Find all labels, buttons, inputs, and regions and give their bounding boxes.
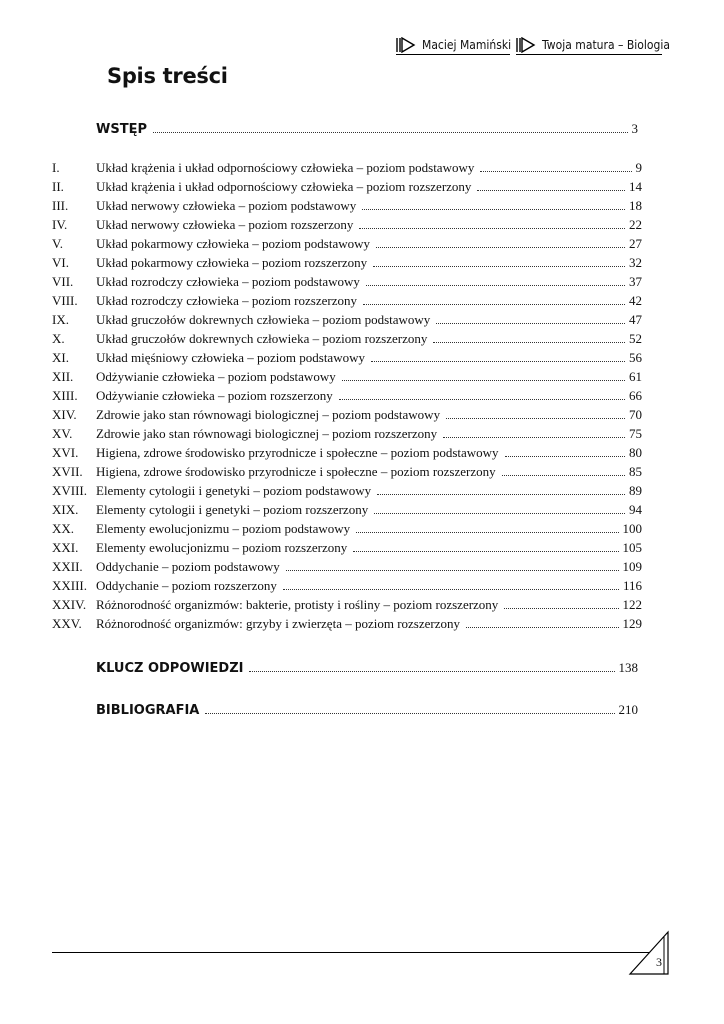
chapter-title: Elementy ewolucjonizmu – poziom podstawowy xyxy=(96,521,351,536)
chapter-number: VII. xyxy=(52,274,74,289)
toc-row[interactable] xyxy=(52,480,642,499)
chapter-title: Elementy cytologii i genetyki – poziom rozszerzony xyxy=(96,502,369,517)
dot-leader xyxy=(283,589,619,590)
header-author xyxy=(396,34,521,56)
chapter-title: Oddychanie – poziom podstawowy xyxy=(96,559,280,574)
chapter-page: 32 xyxy=(629,255,642,270)
bibliography-label: BIBLIOGRAFIA xyxy=(96,703,200,718)
chapter-number: I. xyxy=(52,160,60,175)
chapter-number: XXIV. xyxy=(52,597,87,612)
chapter-page: 105 xyxy=(622,540,642,555)
dot-leader xyxy=(377,494,625,495)
chapter-number: XIII. xyxy=(52,388,78,403)
chapter-page: 22 xyxy=(629,217,642,232)
chapter-number: XIV. xyxy=(52,407,77,422)
dot-leader xyxy=(443,437,625,438)
dot-leader xyxy=(433,342,625,343)
toc-row[interactable] xyxy=(52,157,642,176)
chapter-number: XX. xyxy=(52,521,75,536)
dot-leader xyxy=(373,266,625,267)
chapter-page: 100 xyxy=(622,521,642,536)
dot-leader xyxy=(342,380,625,381)
chapter-page: 129 xyxy=(622,616,642,631)
toc-row[interactable] xyxy=(52,575,642,594)
chapter-page: 89 xyxy=(629,483,642,498)
toc-row[interactable] xyxy=(52,499,642,518)
dot-leader xyxy=(505,456,625,457)
chapter-title: Różnorodność organizmów: bakterie, protisty i rośliny – poziom rozszerzony xyxy=(96,597,499,612)
dot-leader xyxy=(366,285,625,286)
toc-row[interactable] xyxy=(52,613,642,632)
chapter-title: Układ rozrodczy człowieka – poziom podstawowy xyxy=(96,274,360,289)
intro-page: 3 xyxy=(631,121,638,136)
chapter-number: XIX. xyxy=(52,502,79,517)
chapter-title: Układ gruczołów dokrewnych człowieka – poziom rozszerzony xyxy=(96,331,428,346)
chapter-title: Układ gruczołów dokrewnych człowieka – poziom podstawowy xyxy=(96,312,431,327)
toc-intro[interactable] xyxy=(96,117,638,137)
chapter-number: II. xyxy=(52,179,64,194)
dot-leader xyxy=(376,247,625,248)
chapter-title: Układ krążenia i układ odpornościowy człowieka – poziom podstawowy xyxy=(96,160,475,175)
toc-row[interactable] xyxy=(52,176,642,195)
chapter-page: 70 xyxy=(629,407,642,422)
chapter-page: 75 xyxy=(629,426,642,441)
page-corner-icon xyxy=(628,930,672,978)
dot-leader xyxy=(356,532,618,533)
toc-row[interactable] xyxy=(52,252,642,271)
chapter-title: Elementy cytologii i genetyki – poziom podstawowy xyxy=(96,483,372,498)
toc-row[interactable] xyxy=(52,214,642,233)
chapter-page: 116 xyxy=(622,578,642,593)
chapter-title: Higiena, zdrowe środowisko przyrodnicze i społeczne – poziom podstawowy xyxy=(96,445,499,460)
chapter-page: 61 xyxy=(629,369,642,384)
dot-leader xyxy=(353,551,618,552)
chapter-page: 80 xyxy=(629,445,642,460)
toc-row[interactable] xyxy=(52,537,642,556)
page-title: Spis treści xyxy=(107,64,228,88)
chapter-title: Układ nerwowy człowieka – poziom podstawowy xyxy=(96,198,357,213)
dot-leader xyxy=(205,713,614,714)
dot-leader xyxy=(363,304,625,305)
chapter-number: X. xyxy=(52,331,65,346)
dot-leader xyxy=(466,627,619,628)
dot-leader xyxy=(477,190,625,191)
book-title: Twoja matura – Biologia xyxy=(542,38,670,52)
chapter-number: XXV. xyxy=(52,616,82,631)
chapter-title: Odżywianie człowieka – poziom podstawowy xyxy=(96,369,336,384)
toc-row[interactable] xyxy=(52,442,642,461)
chapter-page: 66 xyxy=(629,388,642,403)
chapter-title: Układ pokarmowy człowieka – poziom rozszerzony xyxy=(96,255,368,270)
chapter-number: V. xyxy=(52,236,63,251)
chapter-number: XV. xyxy=(52,426,73,441)
chapter-number: VI. xyxy=(52,255,69,270)
header-book xyxy=(516,34,684,56)
dot-leader xyxy=(286,570,619,571)
dot-leader xyxy=(480,171,631,172)
dot-leader xyxy=(371,361,625,362)
chapter-number: XVI. xyxy=(52,445,79,460)
chapter-number: XXI. xyxy=(52,540,79,555)
chapter-page: 14 xyxy=(629,179,642,194)
chapter-page: 122 xyxy=(622,597,642,612)
chapter-number: XI. xyxy=(52,350,69,365)
dot-leader xyxy=(249,671,614,672)
chapter-page: 37 xyxy=(629,274,642,289)
chapter-title: Odżywianie człowieka – poziom rozszerzony xyxy=(96,388,333,403)
toc-row[interactable] xyxy=(52,404,642,423)
answer-key-page: 138 xyxy=(618,660,638,675)
toc-row[interactable] xyxy=(52,271,642,290)
chapter-number: VIII. xyxy=(52,293,78,308)
toc-row[interactable] xyxy=(52,556,642,575)
toc-row[interactable] xyxy=(52,195,642,214)
chapter-number: IX. xyxy=(52,312,69,327)
answer-key-label: KLUCZ ODPOWIEDZI xyxy=(96,661,244,676)
footer-rule xyxy=(52,952,664,953)
dot-leader xyxy=(502,475,625,476)
chapter-number: III. xyxy=(52,198,69,213)
toc-bibliography[interactable] xyxy=(96,698,638,718)
chapter-page: 18 xyxy=(629,198,642,213)
chapter-page: 109 xyxy=(622,559,642,574)
toc-row[interactable] xyxy=(52,309,642,328)
dot-leader xyxy=(504,608,618,609)
chapter-number: IV. xyxy=(52,217,68,232)
chapter-title: Zdrowie jako stan równowagi biologicznej – poziom rozszerzony xyxy=(96,426,438,441)
dot-leader xyxy=(339,399,625,400)
chapter-title: Zdrowie jako stan równowagi biologicznej – poziom podstawowy xyxy=(96,407,441,422)
toc-row[interactable] xyxy=(52,233,642,252)
chapter-page: 56 xyxy=(629,350,642,365)
chapter-number: XVIII. xyxy=(52,483,88,498)
bibliography-page: 210 xyxy=(618,702,638,717)
toc-row[interactable] xyxy=(52,594,642,613)
page-number: 3 xyxy=(656,955,662,969)
intro-label: WSTĘP xyxy=(96,122,147,137)
chapter-title: Różnorodność organizmów: grzyby i zwierzęta – poziom rozszerzony xyxy=(96,616,460,631)
chapter-number: XXIII. xyxy=(52,578,88,593)
dot-leader xyxy=(446,418,625,419)
chapter-number: XII. xyxy=(52,369,74,384)
toc-answer-key[interactable] xyxy=(96,656,638,676)
chapter-title: Układ krążenia i układ odpornościowy człowieka – poziom rozszerzony xyxy=(96,179,472,194)
toc-list xyxy=(52,157,642,632)
dot-leader xyxy=(153,132,628,133)
toc-row[interactable] xyxy=(52,347,642,366)
chapter-title: Higiena, zdrowe środowisko przyrodnicze i społeczne – poziom rozszerzony xyxy=(96,464,496,479)
toc-row[interactable] xyxy=(52,385,642,404)
toc-row[interactable] xyxy=(52,290,642,309)
chapter-page: 42 xyxy=(629,293,642,308)
toc-row[interactable] xyxy=(52,366,642,385)
chapter-title: Układ pokarmowy człowieka – poziom podstawowy xyxy=(96,236,371,251)
dot-leader xyxy=(436,323,625,324)
chapter-number: XVII. xyxy=(52,464,83,479)
chapter-page: 47 xyxy=(629,312,642,327)
arrow-bracket-icon xyxy=(516,37,536,53)
dot-leader xyxy=(362,209,625,210)
toc-row[interactable] xyxy=(52,423,642,442)
chapter-title: Oddychanie – poziom rozszerzony xyxy=(96,578,277,593)
chapter-title: Układ rozrodczy człowieka – poziom rozszerzony xyxy=(96,293,357,308)
chapter-page: 9 xyxy=(635,160,642,175)
chapter-title: Elementy ewolucjonizmu – poziom rozszerzony xyxy=(96,540,348,555)
chapter-page: 94 xyxy=(629,502,642,517)
toc-row[interactable] xyxy=(52,328,642,347)
arrow-bracket-icon xyxy=(396,37,416,53)
author-name: Maciej Mamiński xyxy=(422,38,512,52)
chapter-page: 52 xyxy=(629,331,642,346)
dot-leader xyxy=(374,513,625,514)
toc-row[interactable] xyxy=(52,518,642,537)
header-rule-left xyxy=(396,54,510,55)
chapter-page: 85 xyxy=(629,464,642,479)
dot-leader xyxy=(359,228,625,229)
header-rule-right xyxy=(516,54,662,55)
chapter-page: 27 xyxy=(629,236,642,251)
toc-row[interactable] xyxy=(52,461,642,480)
chapter-title: Układ mięśniowy człowieka – poziom podstawowy xyxy=(96,350,365,365)
chapter-number: XXII. xyxy=(52,559,83,574)
chapter-title: Układ nerwowy człowieka – poziom rozszerzony xyxy=(96,217,354,232)
